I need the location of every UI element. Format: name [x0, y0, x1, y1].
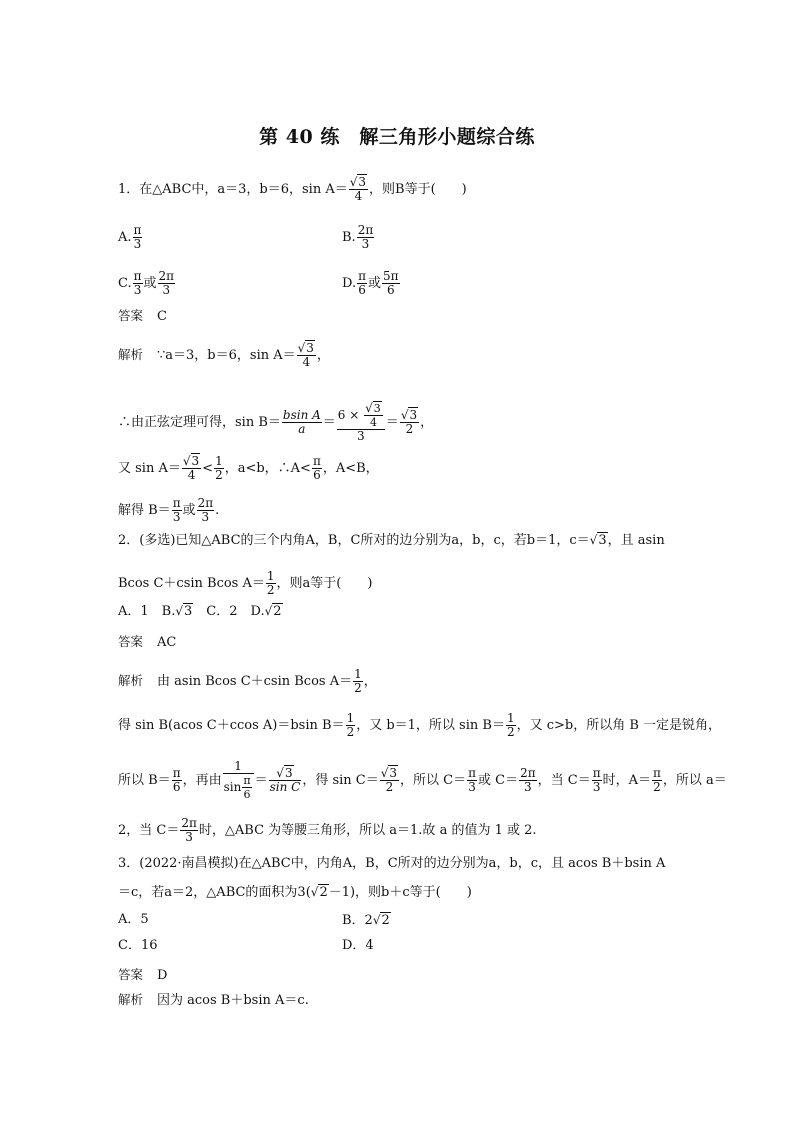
q1-option-a: A. $\frac{\pi}{3}$	[118, 223, 142, 251]
q2-analysis-line4: 2，当 C＝ $\frac{2\pi}{3}$ 时，△ABC 为等腰三角形，所以 a＝1.故 a 的值为 1 或 2.	[118, 816, 537, 844]
q1-analysis-line2: ∴由正弦定理可得，sin B＝ $\frac{\text{bsin A}}{a}$ ＝ 6 × $\frac{√3}{4}$ 3 ＝ $\frac{√3}{2}$ ，	[118, 401, 434, 443]
q3-stem-line1: 3．(2022·南昌模拟)在△ABC中，内角A，B，C所对的边分别为a，b，c，且 acos B＋bsin A	[118, 856, 666, 871]
q3-answer: 答案 D	[118, 967, 168, 983]
q1-answer: 答案 C	[118, 308, 167, 324]
q1-option-c: C. $\frac{\pi}{3}$ 或 $\frac{2\pi}{3}$	[118, 269, 175, 297]
fraction: $\frac{√3}{4}$	[349, 175, 367, 203]
q1-stem-text: 1．在△ABC中，a＝3，b＝6，sin A＝	[118, 182, 348, 197]
q1-stem-text: ，则B等于( )	[369, 182, 467, 197]
q3-option-d: D．4	[342, 938, 374, 953]
q3-stem-line2: ＝c，若a＝2，△ABC的面积为3(√2－1)，则b＋c等于( )	[118, 885, 472, 900]
page-title: 第 40 练 解三角形小题综合练	[259, 126, 535, 148]
q3-option-c: C．16	[118, 938, 158, 953]
q3-analysis-line1: 解析 因为 acos B＋bsin A＝c.	[118, 992, 309, 1008]
q3-option-a: A．5	[118, 912, 149, 927]
q1-stem	[118, 176, 467, 203]
q1-analysis-line4: 解得 B＝ $\frac{\pi}{3}$ 或 $\frac{2\pi}{3}$ .	[118, 496, 220, 524]
q2-analysis-line1: 解析 由 asin Bcos C＋csin Bcos A＝ $\frac{1}{2}$ ，	[118, 667, 377, 695]
q1-analysis-line1: 解析 ∵a＝3，b＝6，sin A＝ $\frac{√3}{4}$ ，	[118, 341, 330, 369]
q2-stem-line2: Bcos C＋csin Bcos A＝ $\frac{1}{2}$ ，则a等于( )	[118, 569, 373, 597]
q2-analysis-line2: 得 sin B(acos C＋ccos A)＝bsin B＝ $\frac{1}{2}$ ，又 b＝1，所以 sin B＝ $\frac{1}{2}$ ，又 c>b，所以角 B 一定是锐角，	[118, 711, 722, 739]
q1-option-d: D. $\frac{\pi}{6}$ 或 $\frac{5\pi}{6}$	[342, 269, 399, 297]
q1-option-b: B. $\frac{2\pi}{3}$	[342, 223, 374, 251]
q2-analysis-line3: 所以 B＝ $\frac{\pi}{6}$ ，再由 1 sin $\frac{\pi}{6}$ ＝ $\frac{√3}{\text{sin C}}$ ，得 sin C＝ $\frac{√3}{2}$ ，所以 C＝ $\frac{\pi}{3}$ 或 C＝ $\frac{2\pi}{3}$ ，当 C＝ $\frac{\pi}{3}$ 时，A＝ $\frac{\pi}{2}$ ，所以 a＝	[118, 759, 727, 801]
q2-options: A．1 B.√3 C．2 D.√2	[118, 604, 282, 619]
q2-answer: 答案 AC	[118, 634, 177, 650]
q3-option-b: B．2√2	[342, 913, 390, 928]
q1-analysis-line3: 又 sin A＝ $\frac{√3}{4}$ < $\frac{1}{2}$ ，a<b，∴A< $\frac{\pi}{6}$ ，A<B，	[118, 454, 379, 482]
q2-stem-line1: 2．(多选)已知△ABC的三个内角A，B，C所对的边分别为a，b，c，若b＝1，c＝√3，且 asin	[118, 533, 665, 548]
